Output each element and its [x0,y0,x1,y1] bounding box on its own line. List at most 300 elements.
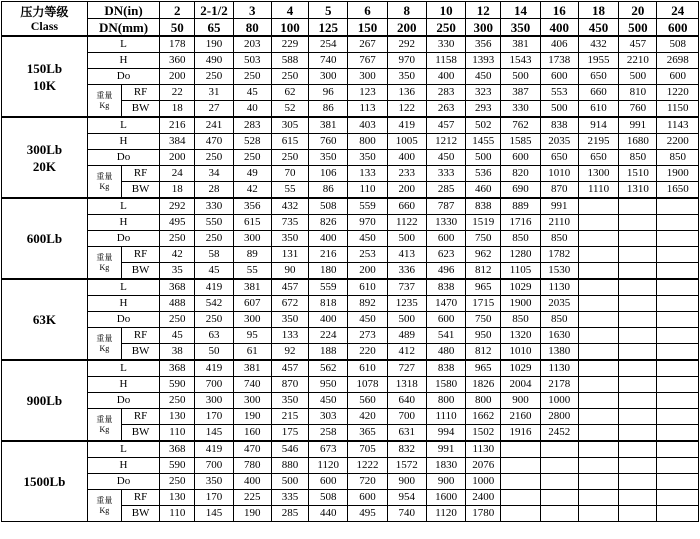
value-cell: 360 [160,53,195,69]
dn-mm-value: 400 [540,19,578,37]
value-cell: 267 [348,36,387,53]
value-cell: 215 [271,409,308,425]
value-cell: 502 [466,117,501,134]
value-cell: 832 [387,441,426,458]
spec-row [2,198,699,215]
value-cell [657,360,699,377]
value-cell: 113 [348,101,387,118]
value-cell: 870 [540,182,578,199]
value-cell: 188 [309,344,348,361]
value-cell: 503 [233,53,271,69]
param-label: H [87,458,159,474]
value-cell: 419 [387,117,426,134]
value-cell: 305 [271,117,308,134]
value-cell: 285 [426,182,465,199]
value-cell: 145 [195,506,233,522]
value-cell: 130 [160,490,195,506]
dn-in-value: 18 [578,2,618,19]
value-cell: 42 [233,182,271,199]
value-cell: 528 [233,134,271,150]
value-cell: 233 [387,166,426,182]
value-cell: 1005 [387,134,426,150]
param-label: L [87,36,159,53]
spec-row [2,360,699,377]
value-cell: 253 [348,247,387,263]
class-label-cn: 压力等级 [20,4,69,19]
value-cell: 1320 [501,328,540,344]
param-label: L [87,441,159,458]
value-cell: 110 [160,506,195,522]
spec-row [2,409,699,425]
dn-in-value: 14 [501,2,540,19]
value-cell: 145 [195,425,233,442]
value-cell [657,328,699,344]
value-cell: 838 [466,198,501,215]
value-cell: 1310 [619,182,657,199]
value-cell: 900 [426,474,465,490]
value-cell [578,247,618,263]
value-cell: 300 [233,312,271,328]
value-cell: 45 [160,328,195,344]
value-cell: 1330 [426,215,465,231]
value-cell: 1318 [387,377,426,393]
value-cell: 55 [271,182,308,199]
value-cell: 175 [271,425,308,442]
value-cell: 740 [387,506,426,522]
param-label: Do [87,231,159,247]
value-cell [619,409,657,425]
value-cell [619,328,657,344]
value-cell: 1010 [540,166,578,182]
value-cell: 250 [160,231,195,247]
value-cell: 457 [271,279,308,296]
value-cell: 615 [233,215,271,231]
value-cell: 700 [387,409,426,425]
value-cell: 381 [233,360,271,377]
dn-in-value: 2-1/2 [195,2,233,19]
value-cell: 600 [657,69,699,85]
value-cell: 1715 [466,296,501,312]
value-cell [578,377,618,393]
weight-label-cell [87,247,121,280]
dn-mm-value: 150 [348,19,387,37]
value-cell: 49 [233,166,271,182]
value-cell: 130 [160,409,195,425]
value-cell: 58 [195,247,233,263]
value-cell: 650 [578,69,618,85]
class-label-en: Class [30,18,59,33]
value-cell: 490 [195,53,233,69]
value-cell: 400 [309,231,348,247]
value-cell: 727 [387,360,426,377]
value-cell: 263 [426,101,465,118]
value-cell [540,490,578,506]
value-cell: 631 [387,425,426,442]
value-cell: 1900 [501,296,540,312]
value-cell: 2800 [540,409,578,425]
value-cell: 200 [160,69,195,85]
value-cell: 965 [466,279,501,296]
value-cell: 200 [387,182,426,199]
value-cell [619,296,657,312]
value-cell: 850 [619,150,657,166]
value-cell [619,360,657,377]
value-cell: 300 [233,393,271,409]
value-cell: 400 [387,150,426,166]
value-cell: 991 [619,117,657,134]
weight-type-label: RF [121,409,159,425]
value-cell [619,474,657,490]
value-cell: 607 [233,296,271,312]
value-cell: 350 [309,150,348,166]
value-cell: 1782 [540,247,578,263]
spec-row [2,53,699,69]
value-cell: 1300 [578,166,618,182]
value-cell: 406 [540,36,578,53]
value-cell: 336 [387,263,426,280]
value-cell: 2076 [466,458,501,474]
weight-label-unit: Kg [99,100,110,110]
value-cell: 950 [466,328,501,344]
value-cell: 690 [501,182,540,199]
value-cell: 136 [387,85,426,101]
value-cell: 610 [348,360,387,377]
value-cell: 250 [195,312,233,328]
value-cell: 600 [348,490,387,506]
spec-row [2,150,699,166]
value-cell: 18 [160,101,195,118]
value-cell: 850 [657,150,699,166]
value-cell: 335 [271,490,308,506]
value-cell: 495 [160,215,195,231]
value-cell: 110 [348,182,387,199]
header-row-dn-in [2,2,699,19]
class-name-cell [2,36,88,117]
value-cell: 2210 [619,53,657,69]
value-cell: 1220 [657,85,699,101]
value-cell [657,506,699,522]
value-cell: 90 [271,263,308,280]
value-cell: 28 [195,182,233,199]
value-cell: 470 [233,441,271,458]
class-name: 300Lb [26,141,63,157]
value-cell: 225 [233,490,271,506]
value-cell: 600 [426,312,465,328]
value-cell: 760 [309,134,348,150]
value-cell: 720 [348,474,387,490]
value-cell: 1630 [540,328,578,344]
value-cell: 500 [387,231,426,247]
value-cell: 1029 [501,360,540,377]
value-cell: 965 [466,360,501,377]
class-name-cell [2,117,88,198]
value-cell: 34 [195,166,233,182]
param-label: H [87,377,159,393]
value-cell: 1110 [578,182,618,199]
value-cell [578,425,618,442]
value-cell: 27 [195,101,233,118]
weight-label-unit: Kg [99,262,110,272]
value-cell: 962 [466,247,501,263]
value-cell: 1585 [501,134,540,150]
value-cell: 1222 [348,458,387,474]
value-cell: 700 [195,458,233,474]
value-cell: 541 [426,328,465,344]
value-cell: 89 [233,247,271,263]
value-cell: 432 [271,198,308,215]
dn-in-label: DN(in) [87,2,159,19]
value-cell: 2200 [657,134,699,150]
weight-label-cn: 重量 [96,495,113,505]
weight-label-unit: Kg [99,505,110,515]
value-cell: 650 [578,150,618,166]
dn-mm-value: 500 [619,19,657,37]
class-name-cell [2,360,88,441]
class-name: 600Lb [26,231,63,246]
value-cell: 1029 [501,279,540,296]
value-cell: 300 [195,393,233,409]
value-cell: 2178 [540,377,578,393]
dn-mm-value: 50 [160,19,195,37]
weight-label-cell [87,328,121,361]
class-name-cell [2,279,88,360]
value-cell: 880 [271,458,308,474]
value-cell: 300 [309,69,348,85]
value-cell: 250 [160,474,195,490]
value-cell: 1000 [466,474,501,490]
value-cell [578,312,618,328]
dn-mm-value: 450 [578,19,618,37]
value-cell: 610 [578,101,618,118]
value-cell: 1572 [387,458,426,474]
value-cell: 216 [309,247,348,263]
value-cell: 1130 [540,279,578,296]
value-cell: 660 [387,198,426,215]
value-cell: 1110 [426,409,465,425]
value-cell [657,377,699,393]
value-cell [657,231,699,247]
value-cell: 800 [348,134,387,150]
value-cell: 106 [309,166,348,182]
value-cell: 330 [426,36,465,53]
spec-row [2,69,699,85]
value-cell: 384 [160,134,195,150]
value-cell: 810 [619,85,657,101]
value-cell: 413 [387,247,426,263]
value-cell: 900 [501,393,540,409]
value-cell [578,344,618,361]
value-cell: 250 [160,312,195,328]
value-cell [657,247,699,263]
value-cell: 70 [271,166,308,182]
value-cell: 495 [348,506,387,522]
value-cell: 200 [160,150,195,166]
value-cell: 673 [309,441,348,458]
value-cell: 450 [309,393,348,409]
value-cell [619,344,657,361]
value-cell: 283 [426,85,465,101]
value-cell: 457 [271,360,308,377]
value-cell: 812 [466,263,501,280]
value-cell: 160 [233,425,271,442]
dn-in-value: 8 [387,2,426,19]
value-cell: 1000 [540,393,578,409]
spec-row [2,441,699,458]
value-cell: 95 [233,328,271,344]
value-cell: 2035 [540,296,578,312]
value-cell: 283 [233,117,271,134]
value-cell [657,458,699,474]
weight-type-label: RF [121,166,159,182]
value-cell: 419 [195,441,233,458]
value-cell: 190 [233,409,271,425]
value-cell [657,474,699,490]
value-cell: 2160 [501,409,540,425]
value-cell: 1716 [501,215,540,231]
spec-row [2,474,699,490]
param-label: Do [87,474,159,490]
dn-mm-value: 100 [271,19,308,37]
dn-in-value: 4 [271,2,308,19]
spec-row [2,117,699,134]
param-label: L [87,117,159,134]
spec-row [2,279,699,296]
value-cell: 400 [426,69,465,85]
dn-in-value: 20 [619,2,657,19]
value-cell: 1143 [657,117,699,134]
value-cell: 1600 [426,490,465,506]
param-label: Do [87,312,159,328]
value-cell: 470 [195,134,233,150]
value-cell: 420 [348,409,387,425]
value-cell: 820 [501,166,540,182]
value-cell [501,474,540,490]
value-cell: 400 [233,474,271,490]
value-cell: 350 [348,150,387,166]
value-cell: 86 [309,182,348,199]
value-cell: 550 [195,215,233,231]
value-cell: 1455 [466,134,501,150]
dn-in-value: 2 [160,2,195,19]
weight-label-cn: 重量 [96,171,113,181]
value-cell [540,458,578,474]
value-cell: 356 [233,198,271,215]
weight-type-label: BW [121,506,159,522]
dn-mm-value: 350 [501,19,540,37]
value-cell: 590 [160,458,195,474]
weight-type-label: BW [121,101,159,118]
param-label: L [87,279,159,296]
dn-in-value: 16 [540,2,578,19]
value-cell: 292 [387,36,426,53]
value-cell: 610 [348,279,387,296]
value-cell: 1235 [387,296,426,312]
value-cell: 1380 [540,344,578,361]
value-cell: 1780 [466,506,501,522]
class-header-cell [2,2,88,37]
value-cell: 178 [160,36,195,53]
value-cell: 850 [501,231,540,247]
value-cell: 787 [426,198,465,215]
value-cell: 450 [426,150,465,166]
weight-label-cell [87,490,121,522]
value-cell [619,312,657,328]
value-cell: 250 [195,231,233,247]
value-cell: 432 [578,36,618,53]
value-cell: 457 [619,36,657,53]
value-cell: 1212 [426,134,465,150]
class-alt-name: 20K [32,158,56,174]
value-cell: 546 [271,441,308,458]
value-cell: 838 [426,360,465,377]
spec-row [2,85,699,101]
value-cell: 950 [309,377,348,393]
spec-row [2,458,699,474]
dn-mm-label: DN(mm) [87,19,159,37]
value-cell: 600 [501,150,540,166]
weight-label-cell [87,166,121,199]
value-cell [578,263,618,280]
dn-in-value: 3 [233,2,271,19]
value-cell [619,263,657,280]
value-cell: 900 [387,474,426,490]
value-cell: 1150 [657,101,699,118]
weight-type-label: RF [121,490,159,506]
value-cell [619,215,657,231]
value-cell: 450 [466,69,501,85]
value-cell: 970 [387,53,426,69]
value-cell: 250 [160,393,195,409]
param-label: H [87,134,159,150]
value-cell: 2035 [540,134,578,150]
value-cell: 553 [540,85,578,101]
dn-mm-value: 600 [657,19,699,37]
value-cell: 52 [271,101,308,118]
value-cell: 1010 [501,344,540,361]
class-name: 1500Lb [23,474,66,489]
value-cell [501,506,540,522]
value-cell: 190 [233,506,271,522]
param-label: H [87,296,159,312]
value-cell: 760 [619,101,657,118]
value-cell [657,296,699,312]
weight-label-cn: 重量 [96,252,113,262]
value-cell: 1078 [348,377,387,393]
value-cell: 24 [160,166,195,182]
value-cell: 412 [387,344,426,361]
value-cell: 1519 [466,215,501,231]
value-cell: 838 [540,117,578,134]
value-cell: 496 [426,263,465,280]
value-cell: 560 [348,393,387,409]
value-cell: 994 [426,425,465,442]
value-cell: 1680 [619,134,657,150]
value-cell [578,215,618,231]
dn-mm-value: 125 [309,19,348,37]
value-cell [619,441,657,458]
value-cell: 35 [160,263,195,280]
value-cell: 330 [501,101,540,118]
value-cell: 203 [233,36,271,53]
value-cell [619,279,657,296]
value-cell: 750 [466,231,501,247]
dn-in-value: 12 [466,2,501,19]
value-cell [578,409,618,425]
value-cell: 86 [309,101,348,118]
value-cell: 61 [233,344,271,361]
value-cell: 450 [348,231,387,247]
value-cell: 350 [271,231,308,247]
